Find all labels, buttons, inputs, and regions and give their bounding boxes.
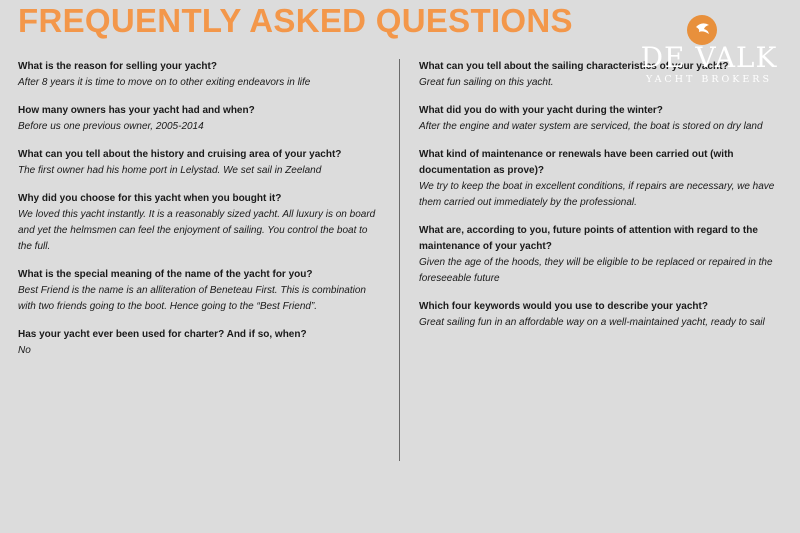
faq-question: What are, according to you, future points of attention with regard to the maintenance of your yacht? <box>419 225 758 252</box>
faq-answer: Great sailing fun in an affordable way on a well-maintained yacht, ready to sail <box>419 317 765 328</box>
faq-item <box>419 299 785 331</box>
faq-answer: Given the age of the hoods, they will be eligible to be replaced or repaired in the foreseeable future <box>419 257 773 284</box>
faq-question: Has your yacht ever been used for charter? And if so, when? <box>18 329 307 340</box>
faq-answer: After the engine and water system are serviced, the boat is stored on dry land <box>419 121 763 132</box>
faq-question: What is the reason for selling your yacht? <box>18 61 217 72</box>
faq-question: How many owners has your yacht had and when? <box>18 105 255 116</box>
logo-subtitle: YACHT BROKERS <box>646 74 772 85</box>
faq-item <box>18 103 380 135</box>
faq-question: Why did you choose for this yacht when you bought it? <box>18 193 282 204</box>
faq-question: Which four keywords would you use to describe your yacht? <box>419 301 708 312</box>
faq-answer: We loved this yacht instantly. It is a reasonably sized yacht. All luxury is on board and yet the helmsmen can feel the enjoyment of sailing. You control the boat to the full. <box>18 209 376 252</box>
faq-item <box>18 327 380 359</box>
faq-item <box>18 147 380 179</box>
faq-right-column <box>419 59 785 343</box>
faq-question: What is the special meaning of the name of the yacht for you? <box>18 269 313 280</box>
faq-question: What did you do with your yacht during the winter? <box>419 105 663 116</box>
brand-logo <box>634 15 784 90</box>
faq-answer: We try to keep the boat in excellent conditions, if repairs are necessary, we have them carried out immediately by the professional. <box>419 181 775 208</box>
faq-item <box>18 191 380 255</box>
faq-question: What kind of maintenance or renewals have been carried out (with documentation as prove)? <box>419 149 734 176</box>
faq-answer: The first owner had his home port in Lelystad. We set sail in Zeeland <box>18 165 322 176</box>
faq-item <box>18 59 380 91</box>
faq-answer: Great fun sailing on this yacht. <box>419 77 554 88</box>
page-title: FREQUENTLY ASKED QUESTIONS <box>18 2 573 39</box>
faq-question: What can you tell about the sailing characteristics of your yacht? <box>419 61 729 72</box>
faq-item <box>419 147 785 211</box>
faq-answer: Best Friend is the name is an alliteration of Beneteau First. This is combination with two friends going to the boot. Hence going to the “Best Friend”. <box>18 285 366 312</box>
faq-item <box>419 223 785 287</box>
faq-question: What can you tell about the history and cruising area of your yacht? <box>18 149 342 160</box>
faq-left-column <box>18 59 380 371</box>
faq-item <box>419 103 785 135</box>
column-divider <box>399 59 400 461</box>
faq-answer: No <box>18 345 31 356</box>
faq-answer: Before us one previous owner, 2005-2014 <box>18 121 204 132</box>
logo-name: DE VALK <box>640 41 778 74</box>
faq-answer: After 8 years it is time to move on to other exiting endeavors in life <box>18 77 311 88</box>
faq-item <box>18 267 380 315</box>
